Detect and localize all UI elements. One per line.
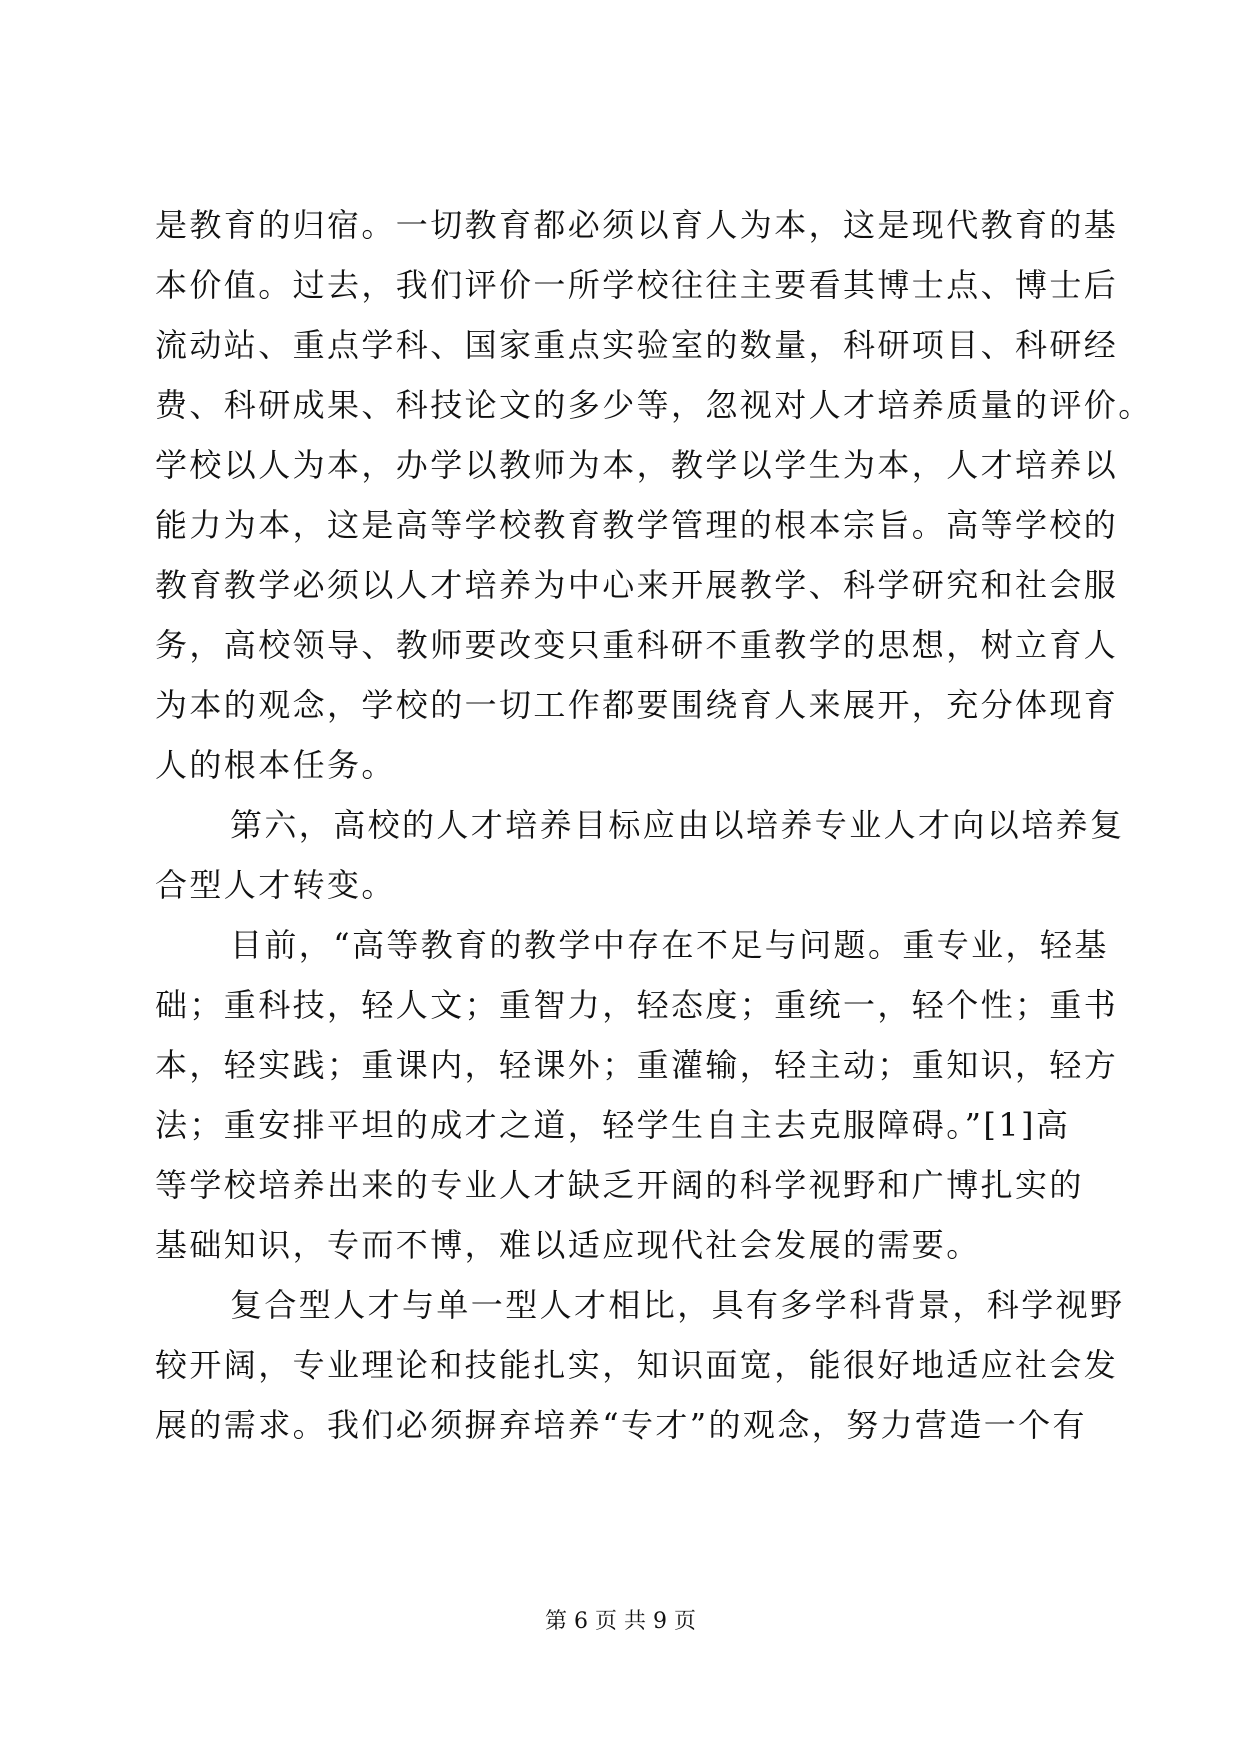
text-line: 合型人才转变。 xyxy=(155,866,396,904)
text-line: 复合型人才与单一型人才相比，具有多学科背景，科学视野 xyxy=(230,1286,1125,1324)
text-line: 务，高校领导、教师要改变只重科研不重教学的思想，树立育人 xyxy=(155,626,1119,664)
text-line: 目前，“高等教育的教学中存在不足与问题。重专业，轻基 xyxy=(230,926,1109,964)
page-number-footer: 第 6 页 共 9 页 xyxy=(545,1609,696,1634)
text-line: 础；重科技，轻人文；重智力，轻态度；重统一，轻个性；重书 xyxy=(155,986,1119,1024)
text-line: 为本的观念，学校的一切工作都要围绕育人来展开，充分体现育 xyxy=(155,686,1119,724)
text-line: 能力为本，这是高等学校教育教学管理的根本宗旨。高等学校的 xyxy=(155,506,1119,544)
text-line: 本价值。过去，我们评价一所学校往往主要看其博士点、博士后 xyxy=(155,266,1119,304)
text-line: 是教育的归宿。一切教育都必须以育人为本，这是现代教育的基 xyxy=(155,206,1119,244)
text-line: 展的需求。我们必须摒弃培养“专才”的观念，努力营造一个有 xyxy=(155,1406,1087,1444)
text-line: 较开阔，专业理论和技能扎实，知识面宽，能很好地适应社会发 xyxy=(155,1346,1119,1384)
text-line: 等学校培养出来的专业人才缺乏开阔的科学视野和广博扎实的 xyxy=(155,1166,1084,1204)
text-line: 法；重安排平坦的成才之道，轻学生自主去克服障碍。”[1]高 xyxy=(155,1106,1071,1144)
text-line: 基础知识，专而不博，难以适应现代社会发展的需要。 xyxy=(155,1226,981,1264)
text-line: 第六，高校的人才培养目标应由以培养专业人才向以培养复 xyxy=(230,806,1125,844)
text-line: 费、科研成果、科技论文的多少等，忽视对人才培养质量的评价。 xyxy=(155,386,1153,424)
text-line: 人的根本任务。 xyxy=(155,746,396,784)
text-line: 本，轻实践；重课内，轻课外；重灌输，轻主动；重知识，轻方 xyxy=(155,1046,1119,1084)
text-line: 流动站、重点学科、国家重点实验室的数量，科研项目、科研经 xyxy=(155,326,1119,364)
text-line: 学校以人为本，办学以教师为本，教学以学生为本，人才培养以 xyxy=(155,446,1119,484)
text-line: 教育教学必须以人才培养为中心来开展教学、科学研究和社会服 xyxy=(155,566,1119,604)
